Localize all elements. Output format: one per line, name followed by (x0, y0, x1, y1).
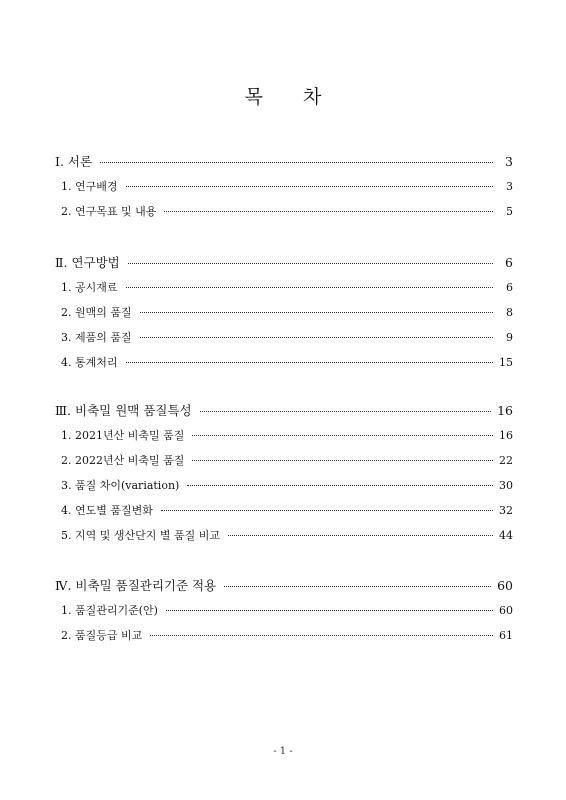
dot-leader (128, 263, 493, 264)
title-char-1: 목 (244, 86, 263, 108)
toc-entry-label: 3. 품질 차이(variation) (61, 479, 180, 492)
dot-leader (164, 211, 493, 212)
toc-chapter-4[interactable] (55, 576, 513, 594)
toc-entry-label: 2. 연구목표 및 내용 (61, 205, 157, 218)
dot-leader (224, 586, 491, 587)
dot-leader (126, 186, 494, 187)
toc-entry[interactable] (55, 203, 513, 219)
dot-leader (200, 411, 491, 412)
toc-page-number: 60 (497, 578, 513, 593)
toc-entry[interactable] (55, 452, 513, 468)
toc-page-number: 16 (497, 403, 513, 418)
toc-entry[interactable] (55, 354, 513, 370)
dot-leader (192, 460, 493, 461)
toc-page-number: 32 (499, 504, 513, 517)
toc-page-number: 9 (506, 331, 513, 344)
toc-chapter-label: Ⅱ. 연구방법 (55, 255, 120, 270)
dot-leader (140, 337, 493, 338)
dot-leader (100, 162, 493, 163)
toc-chapter-3[interactable] (55, 401, 513, 419)
toc-entry[interactable] (55, 329, 513, 345)
toc-chapter-label: Ⅰ. 서론 (55, 154, 93, 169)
dot-leader (126, 362, 494, 363)
toc-entry-label: 2. 품질등급 비교 (61, 629, 143, 642)
toc-page-number: 5 (506, 205, 513, 218)
title-char-2: 차 (303, 86, 322, 108)
toc-page-number: 16 (499, 429, 513, 442)
page-footer-number: - 1 - (273, 746, 293, 757)
toc-page-number: 61 (499, 629, 513, 642)
toc-entry-label: 5. 지역 및 생산단지 별 품질 비교 (61, 529, 220, 542)
toc-entry[interactable] (55, 427, 513, 443)
toc-page-number: 6 (505, 255, 513, 270)
dot-leader (150, 635, 493, 636)
toc-chapter-label: Ⅲ. 비축밀 원맥 품질특성 (55, 403, 192, 418)
dot-leader (126, 287, 494, 288)
toc-page-number: 3 (506, 180, 513, 193)
toc-page-number: 22 (499, 454, 513, 467)
page-title (0, 82, 566, 109)
toc-entry[interactable] (55, 502, 513, 518)
toc-page-number: 44 (499, 529, 513, 542)
toc-chapter-label: Ⅳ. 비축밀 품질관리기준 적용 (55, 578, 217, 593)
toc-entry-label: 4. 연도별 품질변화 (61, 504, 153, 517)
toc-entry[interactable] (55, 527, 513, 543)
toc-entry-label: 4. 통계처리 (61, 356, 118, 369)
toc-page-number: 3 (505, 154, 513, 169)
toc-page-number: 8 (506, 306, 513, 319)
toc-entry-label: 1. 2021년산 비축밀 품질 (61, 429, 185, 442)
dot-leader (228, 535, 493, 536)
dot-leader (192, 435, 493, 436)
toc-entry-label: 1. 연구배경 (61, 180, 118, 193)
toc-page-number: 30 (499, 479, 513, 492)
toc-entry-label: 2. 2022년산 비축밀 품질 (61, 454, 185, 467)
toc-chapter-2[interactable] (55, 253, 513, 271)
dot-leader (161, 510, 493, 511)
toc-page-number: 60 (499, 604, 513, 617)
toc-entry-label: 2. 원맥의 품질 (61, 306, 132, 319)
dot-leader (166, 610, 493, 611)
toc-entry[interactable] (55, 304, 513, 320)
toc-entry[interactable] (55, 178, 513, 194)
dot-leader (187, 485, 493, 486)
toc-chapter-1[interactable] (55, 152, 513, 170)
toc-entry[interactable] (55, 602, 513, 618)
toc-page-number: 15 (499, 356, 513, 369)
toc-entry-label: 3. 제품의 품질 (61, 331, 132, 344)
toc-entry-label: 1. 공시재료 (61, 281, 118, 294)
toc-entry[interactable] (55, 477, 513, 493)
dot-leader (140, 312, 493, 313)
toc-entry-label: 1. 품질관리기준(안) (61, 604, 158, 617)
toc-page-number: 6 (506, 281, 513, 294)
toc-entry[interactable] (55, 279, 513, 295)
toc-entry[interactable] (55, 627, 513, 643)
